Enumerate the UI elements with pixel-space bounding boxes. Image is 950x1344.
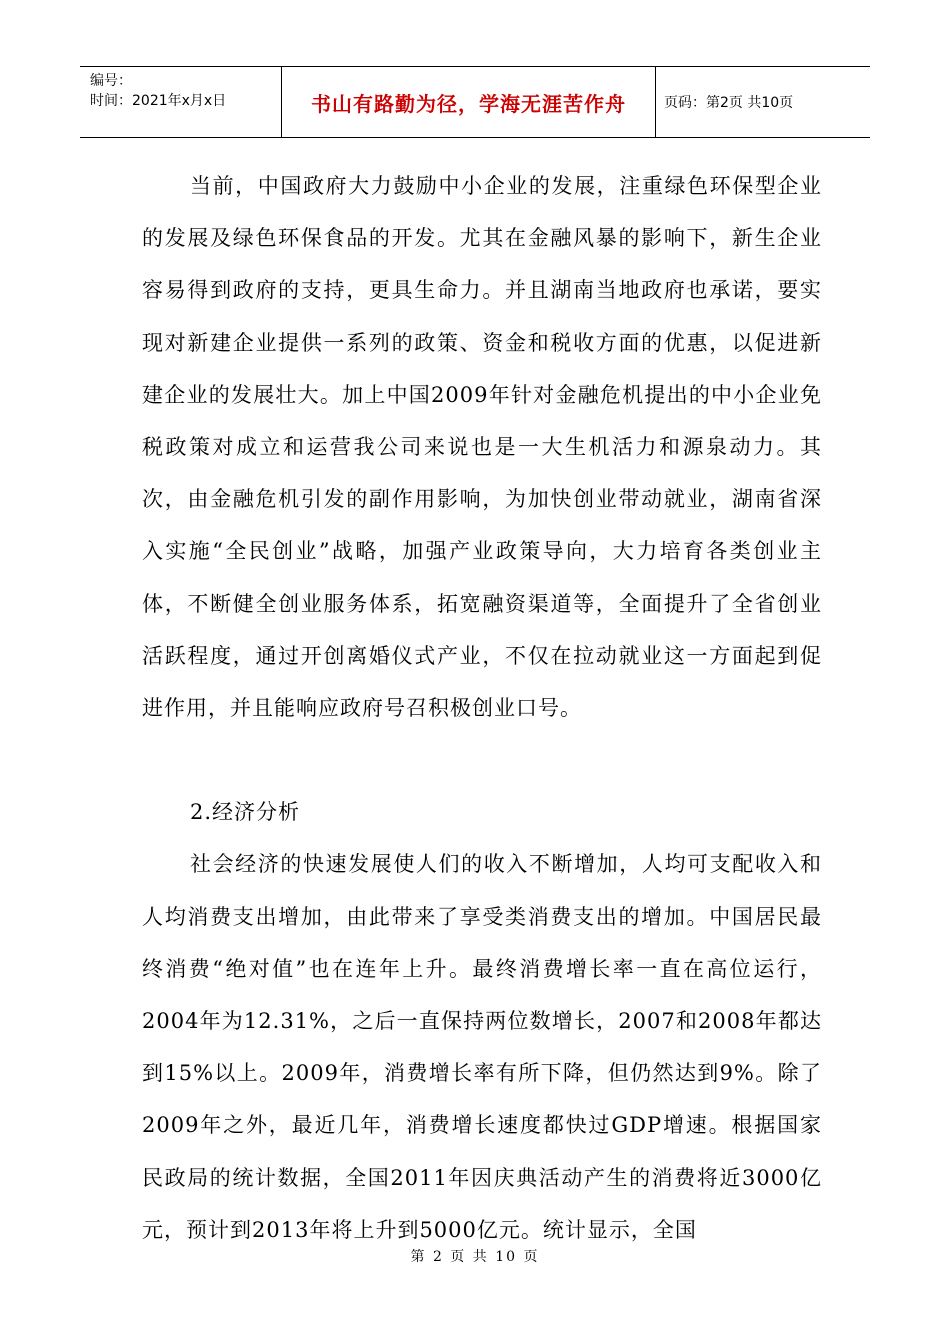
header-left-cell [80,67,282,137]
page-footer: 第 2 页 共 10 页 [410,1249,540,1265]
paragraph-spacer [142,734,822,786]
document-time-label: 时间：2021年x月x日 [90,93,227,109]
section-heading-economic-analysis: 2.经济分析 [190,800,301,825]
paragraph-policy: 当前，中国政府大力鼓励中小企业的发展，注重绿色环保型企业的发展及绿色环保食品的开发。尤其在金融风暴的影响下，新生企业容易得到政府的支持，更具生命力。并且湖南当地政府也承诺，要实现对新建企业提供一系列的政策、资金和税收方面的优惠，以促进新建企业的发展壮大。加上中国2009年针对金融危机提出的中小企业免税政策对成立和运营我公司来说也是一大生机活力和源泉动力。其次，由金融危机引发的副作用影响，为加快创业带动就业，湖南省深入实施“全民创业”战略，加强产业政策导向，大力培育各类创业主体，不断健全创业服务体系，拓宽融资渠道等，全面提升了全省创业活跃程度，通过开创离婚仪式产业，不仅在拉动就业这一方面起到促进作用，并且能响应政府号召积极创业口号。 [142,174,822,721]
header-motto: 书山有路勤为径，学海无涯苦作舟 [282,67,656,137]
header-page-info: 页码：第2页 共10页 [664,95,794,111]
document-body [142,160,822,1256]
paragraph-economy: 社会经济的快速发展使人们的收入不断增加，人均可支配收入和人均消费支出增加，由此带来了享受类消费支出的增加。中国居民最终消费“绝对值”也在连年上升。最终消费增长率一直在高位运行，2004年为12.31%，之后一直保持两位数增长，2007和2008年都达到15%以上。2009年，消费增长率有所下降，但仍然达到9%。除了2009年之外，最近几年，消费增长速度都快过GDP增速。根据国家民政局的统计数据，全国2011年因庆典活动产生的消费将近3000亿元，预计到2013年将上升到5000亿元。统计显示，全国 [142,852,822,1242]
page-header [80,66,870,138]
document-number-label: 编号： [90,73,132,89]
